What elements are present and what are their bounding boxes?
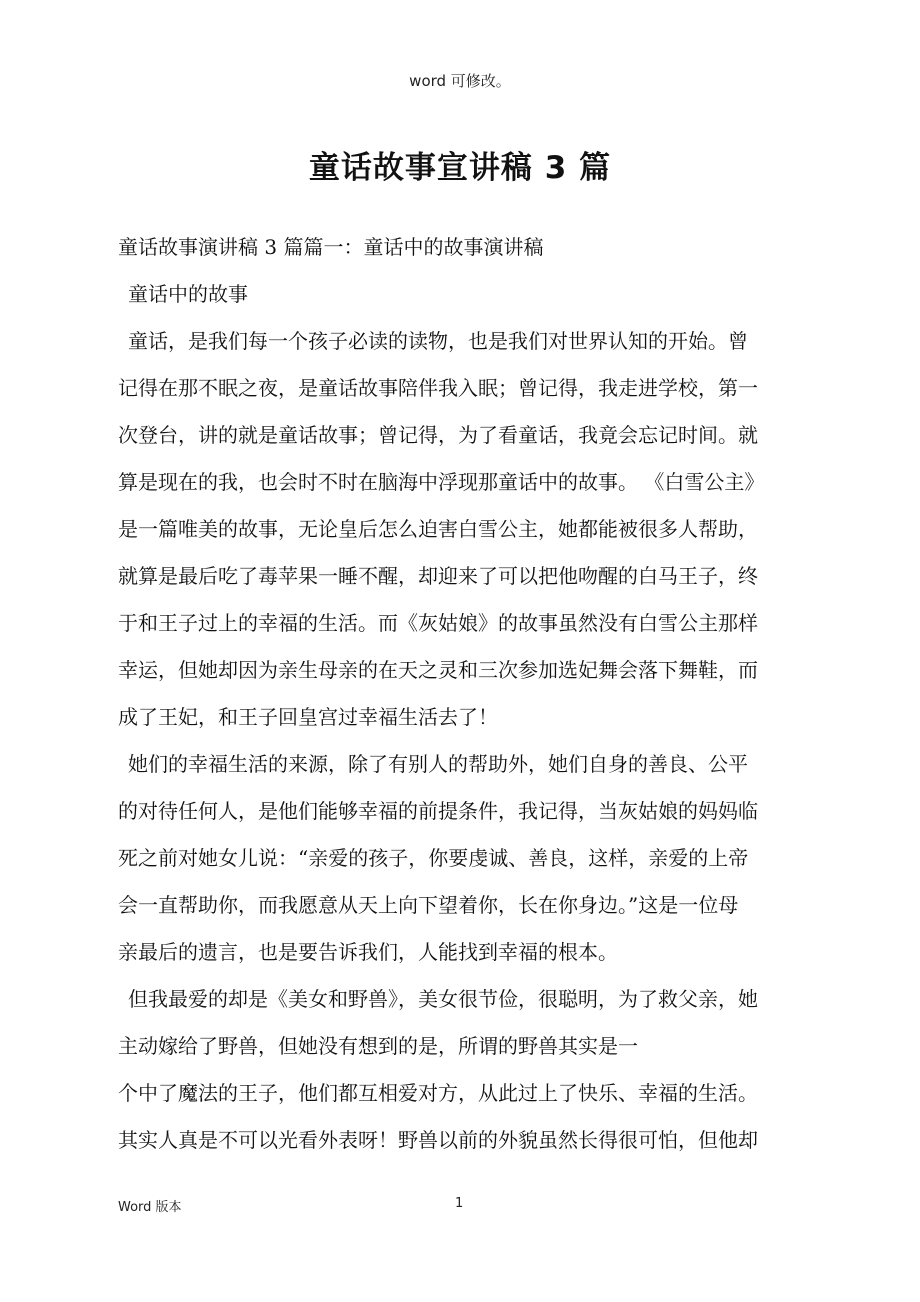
body-line: 童话中的故事 (128, 282, 248, 306)
body-line: 的对待任何人，是他们能够幸福的前提条件，我记得，当灰姑娘的妈妈临 (118, 799, 758, 823)
body-line: 于和王子过上的幸福的生活。而《灰姑娘》的故事虽然没有白雪公主那样 (118, 611, 758, 635)
body-line: 亲最后的遗言，也是要告诉我们，人能找到幸福的根本。 (118, 940, 618, 964)
body-line: 幸运，但她却因为亲生母亲的在天之灵和三次参加选妃舞会落下舞鞋，而 (118, 658, 758, 682)
body-line: 其实人真是不可以光看外表呀！野兽以前的外貌虽然长得很可怕，但他却 (118, 1128, 758, 1152)
header-note: word 可修改。 (409, 72, 511, 90)
footer-version-label: Word 版本 (118, 1200, 182, 1215)
body-line: 算是现在的我，也会时不时在脑海中浮现那童话中的故事。 《白雪公主》 (118, 470, 765, 494)
body-line: 就算是最后吃了毒苹果一睡不醒，却迎来了可以把他吻醒的白马王子，终 (118, 564, 758, 588)
body-line: 次登台，讲的就是童话故事；曾记得，为了看童话，我竟会忘记时间。就 (118, 423, 758, 447)
body-line: 个中了魔法的王子，他们都互相爱对方，从此过上了快乐、幸福的生活。 (118, 1081, 758, 1105)
footer-page-number: 1 (455, 1196, 464, 1211)
body-line: 记得在那不眠之夜，是童话故事陪伴我入眠；曾记得，我走进学校，第一 (118, 376, 758, 400)
body-line: 成了王妃，和王子回皇宫过幸福生活去了！ (118, 705, 498, 729)
body-line: 童话，是我们每一个孩子必读的读物，也是我们对世界认知的开始。曾 (128, 329, 748, 353)
body-line: 死之前对她女儿说：“亲爱的孩子，你要虔诚、善良，这样，亲爱的上帝 (118, 846, 749, 870)
document-title: 童话故事宣讲稿 3 篇 (308, 150, 612, 186)
body-line: 是一篇唯美的故事，无论皇后怎么迫害白雪公主，她都能被很多人帮助， (118, 517, 758, 541)
document-body (118, 224, 814, 1164)
body-line: 主动嫁给了野兽，但她没有想到的是，所谓的野兽其实是一 (118, 1034, 638, 1058)
body-line: 童话故事演讲稿 3 篇篇一：童话中的故事演讲稿 (118, 235, 544, 259)
body-line: 她们的幸福生活的来源，除了有别人的帮助外，她们自身的善良、公平 (128, 752, 748, 776)
body-line: 但我最爱的却是《美女和野兽》，美女很节俭，很聪明，为了救父亲，她 (128, 987, 758, 1011)
body-line: 会一直帮助你，而我愿意从天上向下望着你，长在你身边。”这是一位母 (118, 893, 739, 917)
